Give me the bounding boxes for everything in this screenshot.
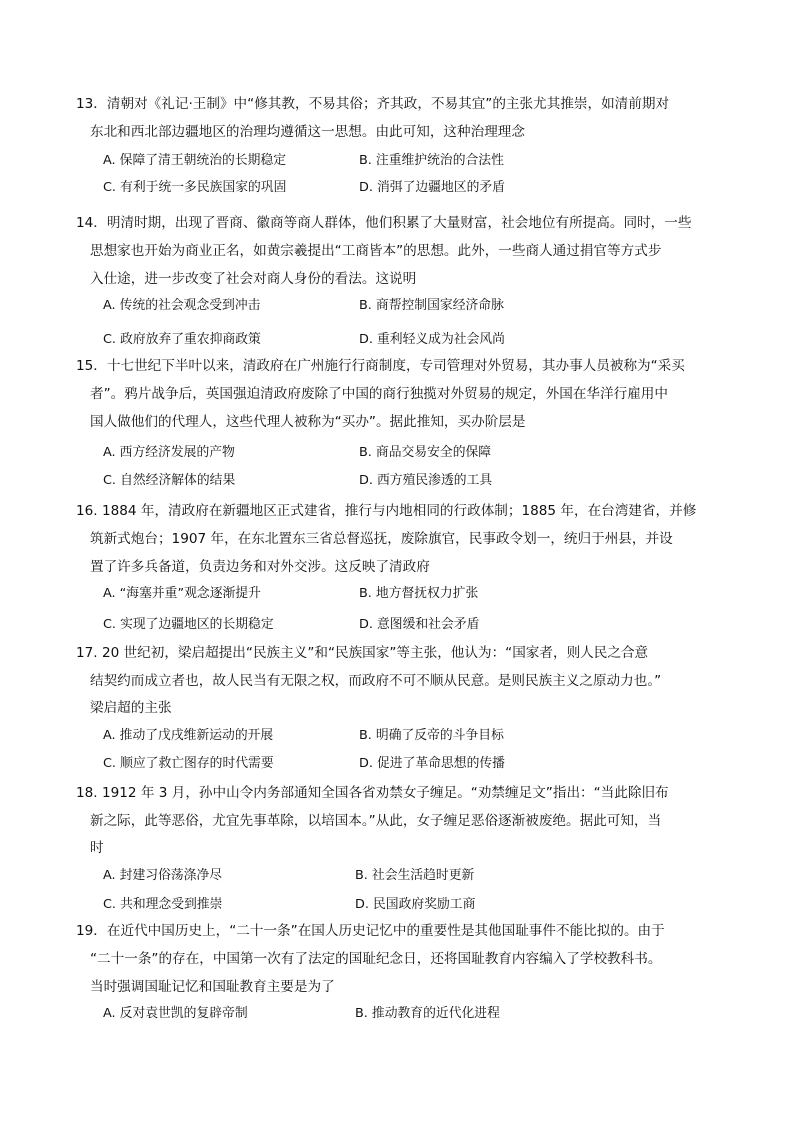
question-16-line-2: 筑新式炮台；1907 年，在东北置东三省总督巡抚，废除旗官，民事政令划一，统归于州县，并设 <box>90 531 673 547</box>
question-14-option-d[interactable]: D. 重利轻义成为社会风尚 <box>359 332 505 347</box>
question-18-option-c[interactable]: C. 共和理念受到推崇 <box>103 897 223 912</box>
question-15-line-3: 国人做他们的代理人，这些代理人被称为“买办”。据此推知，买办阶层是 <box>90 414 526 430</box>
question-15-option-d[interactable]: D. 西方殖民渗透的工具 <box>359 473 493 488</box>
question-17-line-2: 结契约而成立者也，故人民当有无限之权，而政府不可不顺从民意。是则民族主义之原动力也。” <box>90 673 662 689</box>
question-14-option-a[interactable]: A. 传统的社会观念受到冲击 <box>103 298 261 313</box>
question-15-option-a[interactable]: A. 西方经济发展的产物 <box>103 445 235 460</box>
question-14-option-c[interactable]: C. 政府放弃了重农抑商政策 <box>103 332 261 347</box>
question-13-option-c[interactable]: C. 有利于统一多民族国家的巩固 <box>103 180 287 195</box>
question-19-option-b[interactable]: B. 推动教育的近代化进程 <box>355 1006 500 1021</box>
question-19-line-3: 当时强调国耻记忆和国耻教育主要是为了 <box>90 979 335 995</box>
question-13-option-d[interactable]: D. 消弭了边疆地区的矛盾 <box>359 180 505 195</box>
question-14-line-1: 14．明清时期，出现了晋商、徽商等商人群体，他们积累了大量财富，社会地位有所提高。同时，一些 <box>76 215 692 231</box>
question-17-line-3: 梁启超的主张 <box>90 700 172 716</box>
question-19-line-2: “二十一条”的存在，中国第一次有了法定的国耻纪念日，还将国耻教育内容编入了学校教科书。 <box>90 951 662 967</box>
question-14-line-2: 思想家也开始为商业正名，如黄宗羲提出“工商皆本”的思想。此外，一些商人通过捐官等方式步 <box>90 243 662 259</box>
question-13-line-2: 东北和西北部边疆地区的治理均遵循这一思想。由此可知，这种治理理念 <box>90 124 525 140</box>
question-19-option-a[interactable]: A. 反对袁世凯的复辟帝制 <box>103 1006 248 1021</box>
question-17-option-a[interactable]: A. 推动了戊戌维新运动的开展 <box>103 728 274 743</box>
question-13-option-b[interactable]: B. 注重维护统治的合法性 <box>359 153 504 168</box>
question-16-line-1: 16. 1884 年，清政府在新疆地区正式建省，推行与内地相同的行政体制；1885 年，在台湾建省，并修 <box>76 503 697 519</box>
question-13-line-1: 13．清朝对《礼记·王制》中“修其教，不易其俗；齐其政，不易其宜”的主张尤其推崇，如清前期对 <box>76 96 670 112</box>
question-15-option-b[interactable]: B. 商品交易安全的保障 <box>359 445 492 460</box>
question-16-option-c[interactable]: C. 实现了边疆地区的长期稳定 <box>103 617 274 632</box>
question-18-option-d[interactable]: D. 民国政府奖励工商 <box>355 897 476 912</box>
question-18-line-1: 18. 1912 年 3 月，孙中山令内务部通知全国各省劝禁女子缠足。“劝禁缠足文”指出：“当此除旧布 <box>76 785 669 801</box>
question-17-line-1: 17. 20 世纪初，梁启超提出“民族主义”和“民族国家”等主张，他认为：“国家者，则人民之合意 <box>76 645 649 661</box>
question-16-line-3: 置了许多兵备道，负责边务和对外交涉。这反映了清政府 <box>90 559 430 575</box>
question-14-line-3: 入仕途，进一步改变了社会对商人身份的看法。这说明 <box>90 271 417 287</box>
question-14-option-b[interactable]: B. 商帮控制国家经济命脉 <box>359 298 504 313</box>
question-17-option-b[interactable]: B. 明确了反帝的斗争目标 <box>359 728 504 743</box>
question-18-option-a[interactable]: A. 封建习俗荡涤净尽 <box>103 868 223 883</box>
question-16-option-a[interactable]: A. “海塞并重”观念逐渐提升 <box>103 586 261 601</box>
question-19-line-1: 19．在近代中国历史上，“二十一条”在国人历史记忆中的重要性是其他国耻事件不能比拟的。由于 <box>76 923 665 939</box>
question-15-line-1: 15．十七世纪下半叶以来，清政府在广州施行行商制度，专司管理对外贸易，其办事人员被称为“采买 <box>76 358 685 374</box>
question-15-option-c[interactable]: C. 自然经济解体的结果 <box>103 473 236 488</box>
question-18-line-3: 时 <box>90 840 104 856</box>
question-18-option-b[interactable]: B. 社会生活趋时更新 <box>355 868 475 883</box>
question-18-line-2: 新之际，此等恶俗，尤宜先事革除，以培国本。”从此，女子缠足恶俗逐渐被废绝。据此可知，当 <box>90 813 662 829</box>
question-16-option-b[interactable]: B. 地方督抚权力扩张 <box>359 586 479 601</box>
question-15-line-2: 者”。鸦片战争后，英国强迫清政府废除了中国的商行独揽对外贸易的规定，外国在华洋行雇用中 <box>90 386 668 402</box>
question-13-option-a[interactable]: A. 保障了清王朝统治的长期稳定 <box>103 153 287 168</box>
question-16-option-d[interactable]: D. 意图缓和社会矛盾 <box>359 617 480 632</box>
question-17-option-d[interactable]: D. 促进了革命思想的传播 <box>359 756 505 771</box>
question-17-option-c[interactable]: C. 顺应了救亡图存的时代需要 <box>103 756 274 771</box>
